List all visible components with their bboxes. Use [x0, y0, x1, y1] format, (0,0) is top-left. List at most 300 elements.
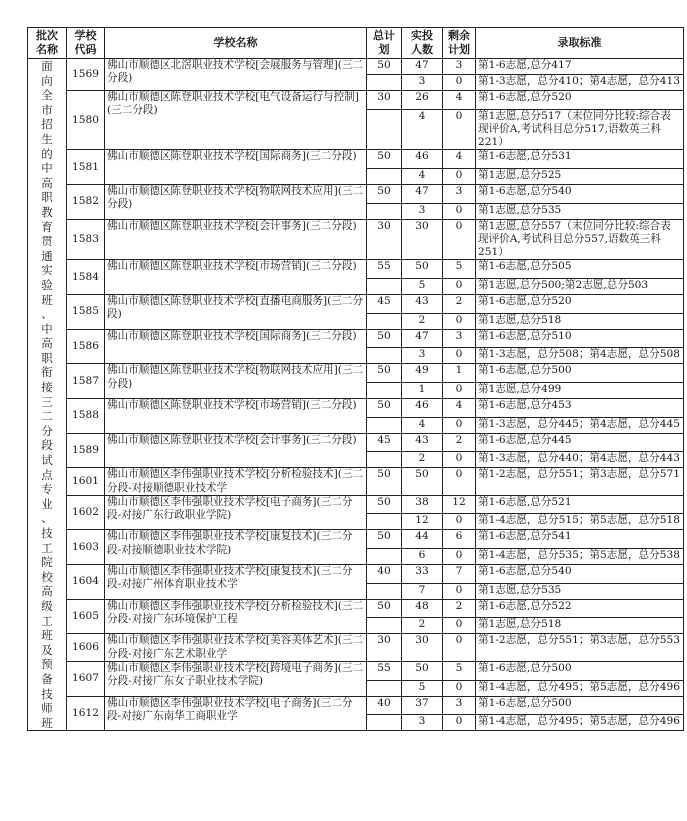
- enrolled-cell: 38: [402, 495, 443, 514]
- school-name-cell: [105, 260, 367, 295]
- remaining-cell: 0: [443, 583, 476, 599]
- plan-header: 总计 划: [367, 28, 402, 59]
- batch-name-char: 接: [41, 380, 53, 395]
- school-name-cell: [105, 59, 367, 91]
- remaining-cell: 3: [443, 185, 476, 204]
- school-code-cell: 1584: [67, 260, 105, 295]
- school-name: 佛山市顺德区李伟强职业技术学校[电子商务](三二分段-对接广东行政职业学院): [107, 495, 353, 522]
- school-name-cell: [105, 219, 367, 260]
- batch-name-char: 及: [41, 642, 53, 657]
- remaining-cell: 4: [443, 91, 476, 110]
- remaining-cell: 5: [443, 661, 476, 680]
- standard-cell: [476, 399, 684, 418]
- batch-name-char: 工: [41, 540, 53, 555]
- standard-cell: [476, 364, 684, 383]
- remaining-cell: 2: [443, 433, 476, 452]
- batch-name-char: 通: [41, 248, 53, 263]
- remaining-cell: 6: [443, 530, 476, 549]
- enrolled-cell: 26: [402, 91, 443, 110]
- standard-cell: [476, 583, 684, 599]
- remaining-cell: 0: [443, 417, 476, 433]
- remaining-cell: 0: [443, 75, 476, 91]
- plan-cell: 50: [367, 150, 402, 169]
- school-code-cell: 1586: [67, 329, 105, 364]
- school-code-cell: 1607: [67, 661, 105, 696]
- standard-cell: [476, 91, 684, 110]
- batch-name-char: 备: [41, 671, 53, 686]
- batch-name-char: 育: [41, 219, 53, 234]
- plan-cell: [367, 583, 402, 599]
- table-row: [28, 260, 684, 279]
- enrolled-cell: 4: [402, 109, 443, 150]
- school-name-cell: [105, 399, 367, 434]
- enrolled-cell: 47: [402, 59, 443, 75]
- remaining-cell: 4: [443, 399, 476, 418]
- enrolled-cell: 6: [402, 549, 443, 565]
- school-name: 佛山市顺德区李伟强职业技术学校[康复技术](三二分段-对接广州体育职业技术学: [107, 565, 353, 591]
- batch-name-char: 班: [41, 628, 53, 643]
- remaining-cell: 0: [443, 169, 476, 185]
- standard-text: 第1-2志愿，总分551；第3志愿，总分553: [478, 634, 680, 647]
- table-row: [28, 399, 684, 418]
- plan-cell: [367, 715, 402, 731]
- remaining-cell: 5: [443, 260, 476, 279]
- remaining-cell: 0: [443, 549, 476, 565]
- header-row: [28, 28, 684, 59]
- school-code-cell: 1583: [67, 219, 105, 260]
- standard-text: 第1-6志愿,总分453: [478, 399, 572, 411]
- enrolled-cell: 44: [402, 530, 443, 549]
- batch-name-char: 高: [41, 336, 53, 351]
- standard-text: 第1-4志愿，总分495；第5志愿，总分496: [478, 715, 680, 728]
- school-name-cell: [105, 150, 367, 185]
- remaining-cell: 0: [443, 383, 476, 399]
- enrolled-cell: 50: [402, 468, 443, 495]
- table-row: [28, 91, 684, 110]
- plan-cell: [367, 203, 402, 219]
- batch-name-char: 技: [41, 686, 53, 701]
- remaining-cell: 0: [443, 313, 476, 329]
- enrolled-cell: 37: [402, 696, 443, 715]
- school-code-cell: 1589: [67, 433, 105, 468]
- batch-name-char: 段: [41, 438, 53, 453]
- plan-cell: 50: [367, 59, 402, 75]
- standard-cell: [476, 295, 684, 314]
- standard-cell: [476, 59, 684, 75]
- school-code-cell: 1601: [67, 468, 105, 495]
- enrolled-cell: 30: [402, 219, 443, 260]
- school-name: 佛山市顺德区李伟强职业技术学校[分析检验技术](三二分段-对接顺德职业技术学: [107, 468, 364, 494]
- standard-text: 第1-2志愿，总分551；第3志愿，总分571: [478, 468, 680, 481]
- remaining-cell: 4: [443, 150, 476, 169]
- standard-text: 第1-6志愿,总分540: [478, 565, 572, 578]
- enrolled-cell: 12: [402, 514, 443, 530]
- remaining-cell: 3: [443, 59, 476, 75]
- standard-text: 第1志愿,总分518: [478, 313, 562, 326]
- table-row: [28, 364, 684, 383]
- standard-cell: [476, 383, 684, 399]
- school-name: 佛山市顺德区李伟强职业技术学校[电子商务](三二分段-对接广东南华工商职业学: [107, 696, 353, 722]
- school-name-cell: [105, 295, 367, 330]
- table-row: [28, 295, 684, 314]
- batch-name-char: 业: [41, 496, 53, 511]
- plan-cell: [367, 680, 402, 696]
- table-row: [28, 599, 684, 618]
- remaining-cell: 3: [443, 696, 476, 715]
- batch-header: 批次 名称: [28, 28, 67, 59]
- batch-name-char: 验: [41, 277, 53, 292]
- school-name-cell: [105, 329, 367, 364]
- standard-text: 第1-6志愿,总分522: [478, 599, 572, 612]
- table-row: [28, 696, 684, 715]
- remaining-cell: 0: [443, 109, 476, 150]
- table-row: [28, 433, 684, 452]
- school-code-cell: 1604: [67, 565, 105, 600]
- enrolled-cell: 33: [402, 565, 443, 584]
- standard-text: 第1-3志愿，总分410；第4志愿，总分413: [478, 75, 680, 87]
- batch-name-char: 班: [41, 292, 53, 307]
- standard-text: 第1-6志愿,总分520: [478, 91, 572, 103]
- standard-cell: [476, 530, 684, 549]
- batch-name-char: 、: [41, 511, 53, 526]
- batch-name-char: 级: [41, 598, 53, 613]
- school-name-cell: [105, 599, 367, 634]
- enrolled-cell: 50: [402, 661, 443, 680]
- batch-name-char: 师: [41, 701, 53, 716]
- remaining-cell: 0: [443, 203, 476, 219]
- plan-cell: 50: [367, 530, 402, 549]
- standard-cell: [476, 150, 684, 169]
- standard-text: 第1-4志愿，总分515；第5志愿，总分518: [478, 514, 680, 527]
- remaining-cell: 0: [443, 348, 476, 364]
- remaining-cell: 12: [443, 495, 476, 514]
- batch-name-char: 专: [41, 482, 53, 497]
- remaining-cell: 3: [443, 329, 476, 348]
- standard-text: 第1-3志愿，总分440；第4志愿，总分443: [478, 452, 680, 465]
- remaining-cell: 0: [443, 680, 476, 696]
- plan-cell: 40: [367, 696, 402, 715]
- standard-text: 第1-6志愿,总分541: [478, 530, 572, 543]
- plan-cell: 50: [367, 329, 402, 348]
- standard-cell: [476, 329, 684, 348]
- table-row: [28, 329, 684, 348]
- batch-name-char: 生: [41, 131, 53, 146]
- school-name-cell: [105, 661, 367, 696]
- standard-cell: [476, 219, 684, 260]
- standard-text: 第1-3志愿，总分445；第4志愿，总分445: [478, 417, 680, 430]
- school-code-cell: 1580: [67, 91, 105, 150]
- plan-cell: [367, 109, 402, 150]
- remaining-cell: 0: [443, 452, 476, 468]
- standard-text: 第1志愿,总分517（末位同分比较:综合表现评价A,考试科目总分517,语数英三科221）: [478, 109, 671, 149]
- table-row: [28, 150, 684, 169]
- school-code-cell: 1588: [67, 399, 105, 434]
- standard-cell: [476, 203, 684, 219]
- batch-name-char: 市: [41, 102, 53, 117]
- enrolled-cell: 47: [402, 329, 443, 348]
- batch-name-char: 二: [41, 409, 53, 424]
- standard-cell: [476, 618, 684, 634]
- batch-name-char: 高: [41, 175, 53, 190]
- table-row: [28, 219, 684, 260]
- plan-cell: [367, 514, 402, 530]
- school-name-cell: [105, 185, 367, 220]
- standard-cell: [476, 75, 684, 91]
- enrolled-cell: 1: [402, 383, 443, 399]
- enrolled-cell: 48: [402, 599, 443, 618]
- batch-name-char: 高: [41, 584, 53, 599]
- batch-name-char: 、: [41, 307, 53, 322]
- standard-cell: [476, 468, 684, 495]
- standard-cell: [476, 565, 684, 584]
- school-name: 佛山市顺德区陈登职业技术学校[物联网技术应用](三二分段): [107, 364, 364, 390]
- standard-text: 第1-4志愿，总分495；第5志愿，总分496: [478, 680, 680, 693]
- plan-cell: 50: [367, 399, 402, 418]
- school-code-cell: 1569: [67, 59, 105, 91]
- plan-cell: [367, 618, 402, 634]
- plan-cell: 45: [367, 433, 402, 452]
- plan-cell: 55: [367, 260, 402, 279]
- enrolled-cell: 46: [402, 150, 443, 169]
- school-code-cell: 1602: [67, 495, 105, 530]
- enrolled-cell: 2: [402, 452, 443, 468]
- batch-name-char: 预: [41, 657, 53, 672]
- batch-name-char: 向: [41, 73, 53, 88]
- standard-text: 第1-6志愿,总分500: [478, 661, 572, 674]
- table-row: [28, 661, 684, 680]
- batch-name-char: 面: [41, 59, 53, 73]
- plan-cell: [367, 348, 402, 364]
- standard-cell: [476, 549, 684, 565]
- standard-text: 第1志愿,总分535: [478, 583, 562, 596]
- standard-text: 第1志愿,总分500;第2志愿,总分503: [478, 279, 649, 292]
- batch-name-char: 职: [41, 350, 53, 365]
- batch-name-char: 院: [41, 555, 53, 570]
- plan-cell: 45: [367, 295, 402, 314]
- school-code-cell: 1587: [67, 364, 105, 399]
- remaining-cell: 1: [443, 364, 476, 383]
- standard-text: 第1志愿,总分557（末位同分比较:综合表现评价A,考试科目总分557,语数英三科251）: [478, 219, 671, 259]
- standard-cell: [476, 185, 684, 204]
- school-name-cell: [105, 634, 367, 661]
- standard-cell: [476, 715, 684, 731]
- plan-cell: 50: [367, 468, 402, 495]
- standard-text: 第1志愿,总分535: [478, 203, 562, 216]
- school-name-cell: [105, 468, 367, 495]
- plan-cell: 55: [367, 661, 402, 680]
- standard-cell: [476, 599, 684, 618]
- enrolled-cell: 47: [402, 185, 443, 204]
- school-name-cell: [105, 91, 367, 150]
- batch-name-char: 实: [41, 263, 53, 278]
- standard-cell: [476, 696, 684, 715]
- standard-cell: [476, 169, 684, 185]
- school-name: 佛山市顺德区陈登职业技术学校[会计事务](三二分段): [107, 433, 357, 446]
- school-code-cell: 1582: [67, 185, 105, 220]
- school-name-cell: [105, 364, 367, 399]
- standard-text: 第1-6志愿,总分510: [478, 329, 572, 342]
- admission-table: [27, 27, 684, 731]
- school-name-cell: [105, 565, 367, 600]
- remaining-cell: 0: [443, 514, 476, 530]
- enrolled-cell: 43: [402, 295, 443, 314]
- batch-name-char: 三: [41, 394, 53, 409]
- enrolled-cell: 4: [402, 417, 443, 433]
- remaining-cell: 0: [443, 468, 476, 495]
- school-code-cell: 1603: [67, 530, 105, 565]
- plan-cell: [367, 313, 402, 329]
- batch-name-char: 的: [41, 146, 53, 161]
- enrolled-cell: 3: [402, 348, 443, 364]
- standard-cell: [476, 348, 684, 364]
- school-name: 佛山市顺德区李伟强职业技术学校[跨境电子商务](三二分段-对接广东女子职业技术学院): [107, 661, 364, 688]
- school-name: 佛山市顺德区陈登职业技术学校[会计事务](三二分段): [107, 219, 357, 232]
- school-name: 佛山市顺德区陈登职业技术学校[物联网技术应用](三二分段): [107, 185, 364, 211]
- standard-text: 第1-4志愿，总分535；第5志愿，总分538: [478, 549, 680, 562]
- standard-cell: [476, 514, 684, 530]
- enrolled-cell: 5: [402, 680, 443, 696]
- standard-cell: [476, 433, 684, 452]
- plan-cell: [367, 417, 402, 433]
- batch-name-char: 衔: [41, 365, 53, 380]
- standard-header: 录取标准: [476, 28, 684, 59]
- plan-cell: [367, 169, 402, 185]
- school-code-cell: 1606: [67, 634, 105, 661]
- school-name: 佛山市顺德区李伟强职业技术学校[美容美体艺术](三二分段-对接广东艺术职业学: [107, 634, 364, 660]
- school-name: 佛山市顺德区陈登职业技术学校[国际商务](三二分段): [107, 329, 357, 342]
- plan-cell: 50: [367, 495, 402, 514]
- enrolled-cell: 43: [402, 433, 443, 452]
- remaining-cell: 7: [443, 565, 476, 584]
- batch-name-char: 班: [41, 715, 53, 730]
- school-code-cell: 1612: [67, 696, 105, 731]
- enrolled-cell: 3: [402, 715, 443, 731]
- standard-cell: [476, 452, 684, 468]
- school-name: 佛山市顺德区李伟强职业技术学校[分析检验技术](三二分段-对接广东环境保护工程: [107, 599, 364, 625]
- table-row: [28, 185, 684, 204]
- plan-cell: 50: [367, 364, 402, 383]
- standard-text: 第1-6志愿,总分417: [478, 59, 572, 71]
- standard-text: 第1-6志愿,总分505: [478, 260, 572, 273]
- standard-text: 第1志愿,总分525: [478, 169, 562, 182]
- standard-text: 第1-6志愿,总分500: [478, 364, 572, 377]
- school-name: 佛山市顺德区陈登职业技术学校[直播电商服务](三二分段): [107, 295, 364, 321]
- standard-text: 第1-6志愿,总分521: [478, 495, 572, 508]
- table-row: [28, 565, 684, 584]
- school-code-cell: 1585: [67, 295, 105, 330]
- school-name: 佛山市顺德区陈登职业技术学校[市场营销](三二分段): [107, 399, 357, 411]
- school-name: 佛山市顺德区李伟强职业技术学校[康复技术](三二分段-对接顺德职业技术学院): [107, 530, 353, 556]
- batch-name-char: 全: [41, 88, 53, 103]
- standard-cell: [476, 680, 684, 696]
- batch-name-char: 点: [41, 467, 53, 482]
- enrolled-cell: 3: [402, 203, 443, 219]
- standard-cell: [476, 313, 684, 329]
- plan-cell: [367, 279, 402, 295]
- standard-cell: [476, 109, 684, 150]
- standard-cell: [476, 495, 684, 514]
- school-code-cell: 1605: [67, 599, 105, 634]
- enrolled-cell: 49: [402, 364, 443, 383]
- enrolled-cell: 3: [402, 75, 443, 91]
- enrolled-cell: 50: [402, 260, 443, 279]
- remaining-cell: 2: [443, 295, 476, 314]
- school-name-cell: [105, 433, 367, 468]
- table-row: [28, 495, 684, 514]
- table-row: [28, 634, 684, 661]
- batch-name-char: 中: [41, 161, 53, 176]
- enrolled-cell: 7: [402, 583, 443, 599]
- school-name: 佛山市顺德区陈登职业技术学校[市场营销](三二分段): [107, 260, 357, 273]
- plan-cell: 30: [367, 219, 402, 260]
- table-row: [28, 468, 684, 495]
- remaining-cell: 0: [443, 715, 476, 731]
- enrolled-cell: 4: [402, 169, 443, 185]
- name-header: 学校名称: [105, 28, 367, 59]
- batch-name-char: 校: [41, 569, 53, 584]
- standard-text: 第1-6志愿,总分500: [478, 696, 572, 709]
- school-name: 佛山市顺德区北滘职业技术学校[会展服务与管理](三二分段): [107, 59, 364, 85]
- plan-cell: [367, 452, 402, 468]
- school-code-cell: 1581: [67, 150, 105, 185]
- batch-name-char: 贯: [41, 234, 53, 249]
- standard-cell: [476, 634, 684, 661]
- batch-name-char: 招: [41, 117, 53, 132]
- standard-text: 第1志愿,总分499: [478, 383, 562, 395]
- batch-name-char: 教: [41, 204, 53, 219]
- school-name: 佛山市顺德区陈登职业技术学校[国际商务](三二分段): [107, 150, 357, 163]
- standard-cell: [476, 661, 684, 680]
- standard-text: 第1-6志愿,总分531: [478, 150, 572, 163]
- table-row: [28, 59, 684, 75]
- plan-cell: [367, 549, 402, 565]
- remaining-cell: 2: [443, 599, 476, 618]
- batch-name-char: 分: [41, 423, 53, 438]
- standard-text: 第1-3志愿，总分508；第4志愿，总分508: [478, 348, 680, 361]
- batch-name-char: 技: [41, 526, 53, 540]
- standard-cell: [476, 260, 684, 279]
- remaining-cell: 0: [443, 219, 476, 260]
- plan-cell: 50: [367, 185, 402, 204]
- batch-name-char: 中: [41, 321, 53, 336]
- enrolled-header: 实投 人数: [402, 28, 443, 59]
- remaining-header: 剩余 计划: [443, 28, 476, 59]
- batch-name-char: 工: [41, 613, 53, 628]
- enrolled-cell: 46: [402, 399, 443, 418]
- plan-cell: 30: [367, 91, 402, 110]
- plan-cell: [367, 75, 402, 91]
- standard-cell: [476, 417, 684, 433]
- remaining-cell: 0: [443, 279, 476, 295]
- standard-text: 第1-6志愿,总分520: [478, 295, 572, 308]
- standard-cell: [476, 279, 684, 295]
- school-name-cell: [105, 530, 367, 565]
- plan-cell: 50: [367, 599, 402, 618]
- batch-name-cell: [28, 59, 67, 731]
- batch-name-char: 职: [41, 190, 53, 205]
- plan-cell: 40: [367, 565, 402, 584]
- batch-name-char: 试: [41, 453, 53, 468]
- table-row: [28, 530, 684, 549]
- remaining-cell: 0: [443, 634, 476, 661]
- remaining-cell: 0: [443, 618, 476, 634]
- school-name: 佛山市顺德区陈登职业技术学校[电气设备运行与控制](三二分段): [107, 91, 359, 117]
- standard-text: 第1-6志愿,总分540: [478, 185, 572, 198]
- plan-cell: 30: [367, 634, 402, 661]
- code-header: 学校 代码: [67, 28, 105, 59]
- enrolled-cell: 30: [402, 634, 443, 661]
- enrolled-cell: 2: [402, 618, 443, 634]
